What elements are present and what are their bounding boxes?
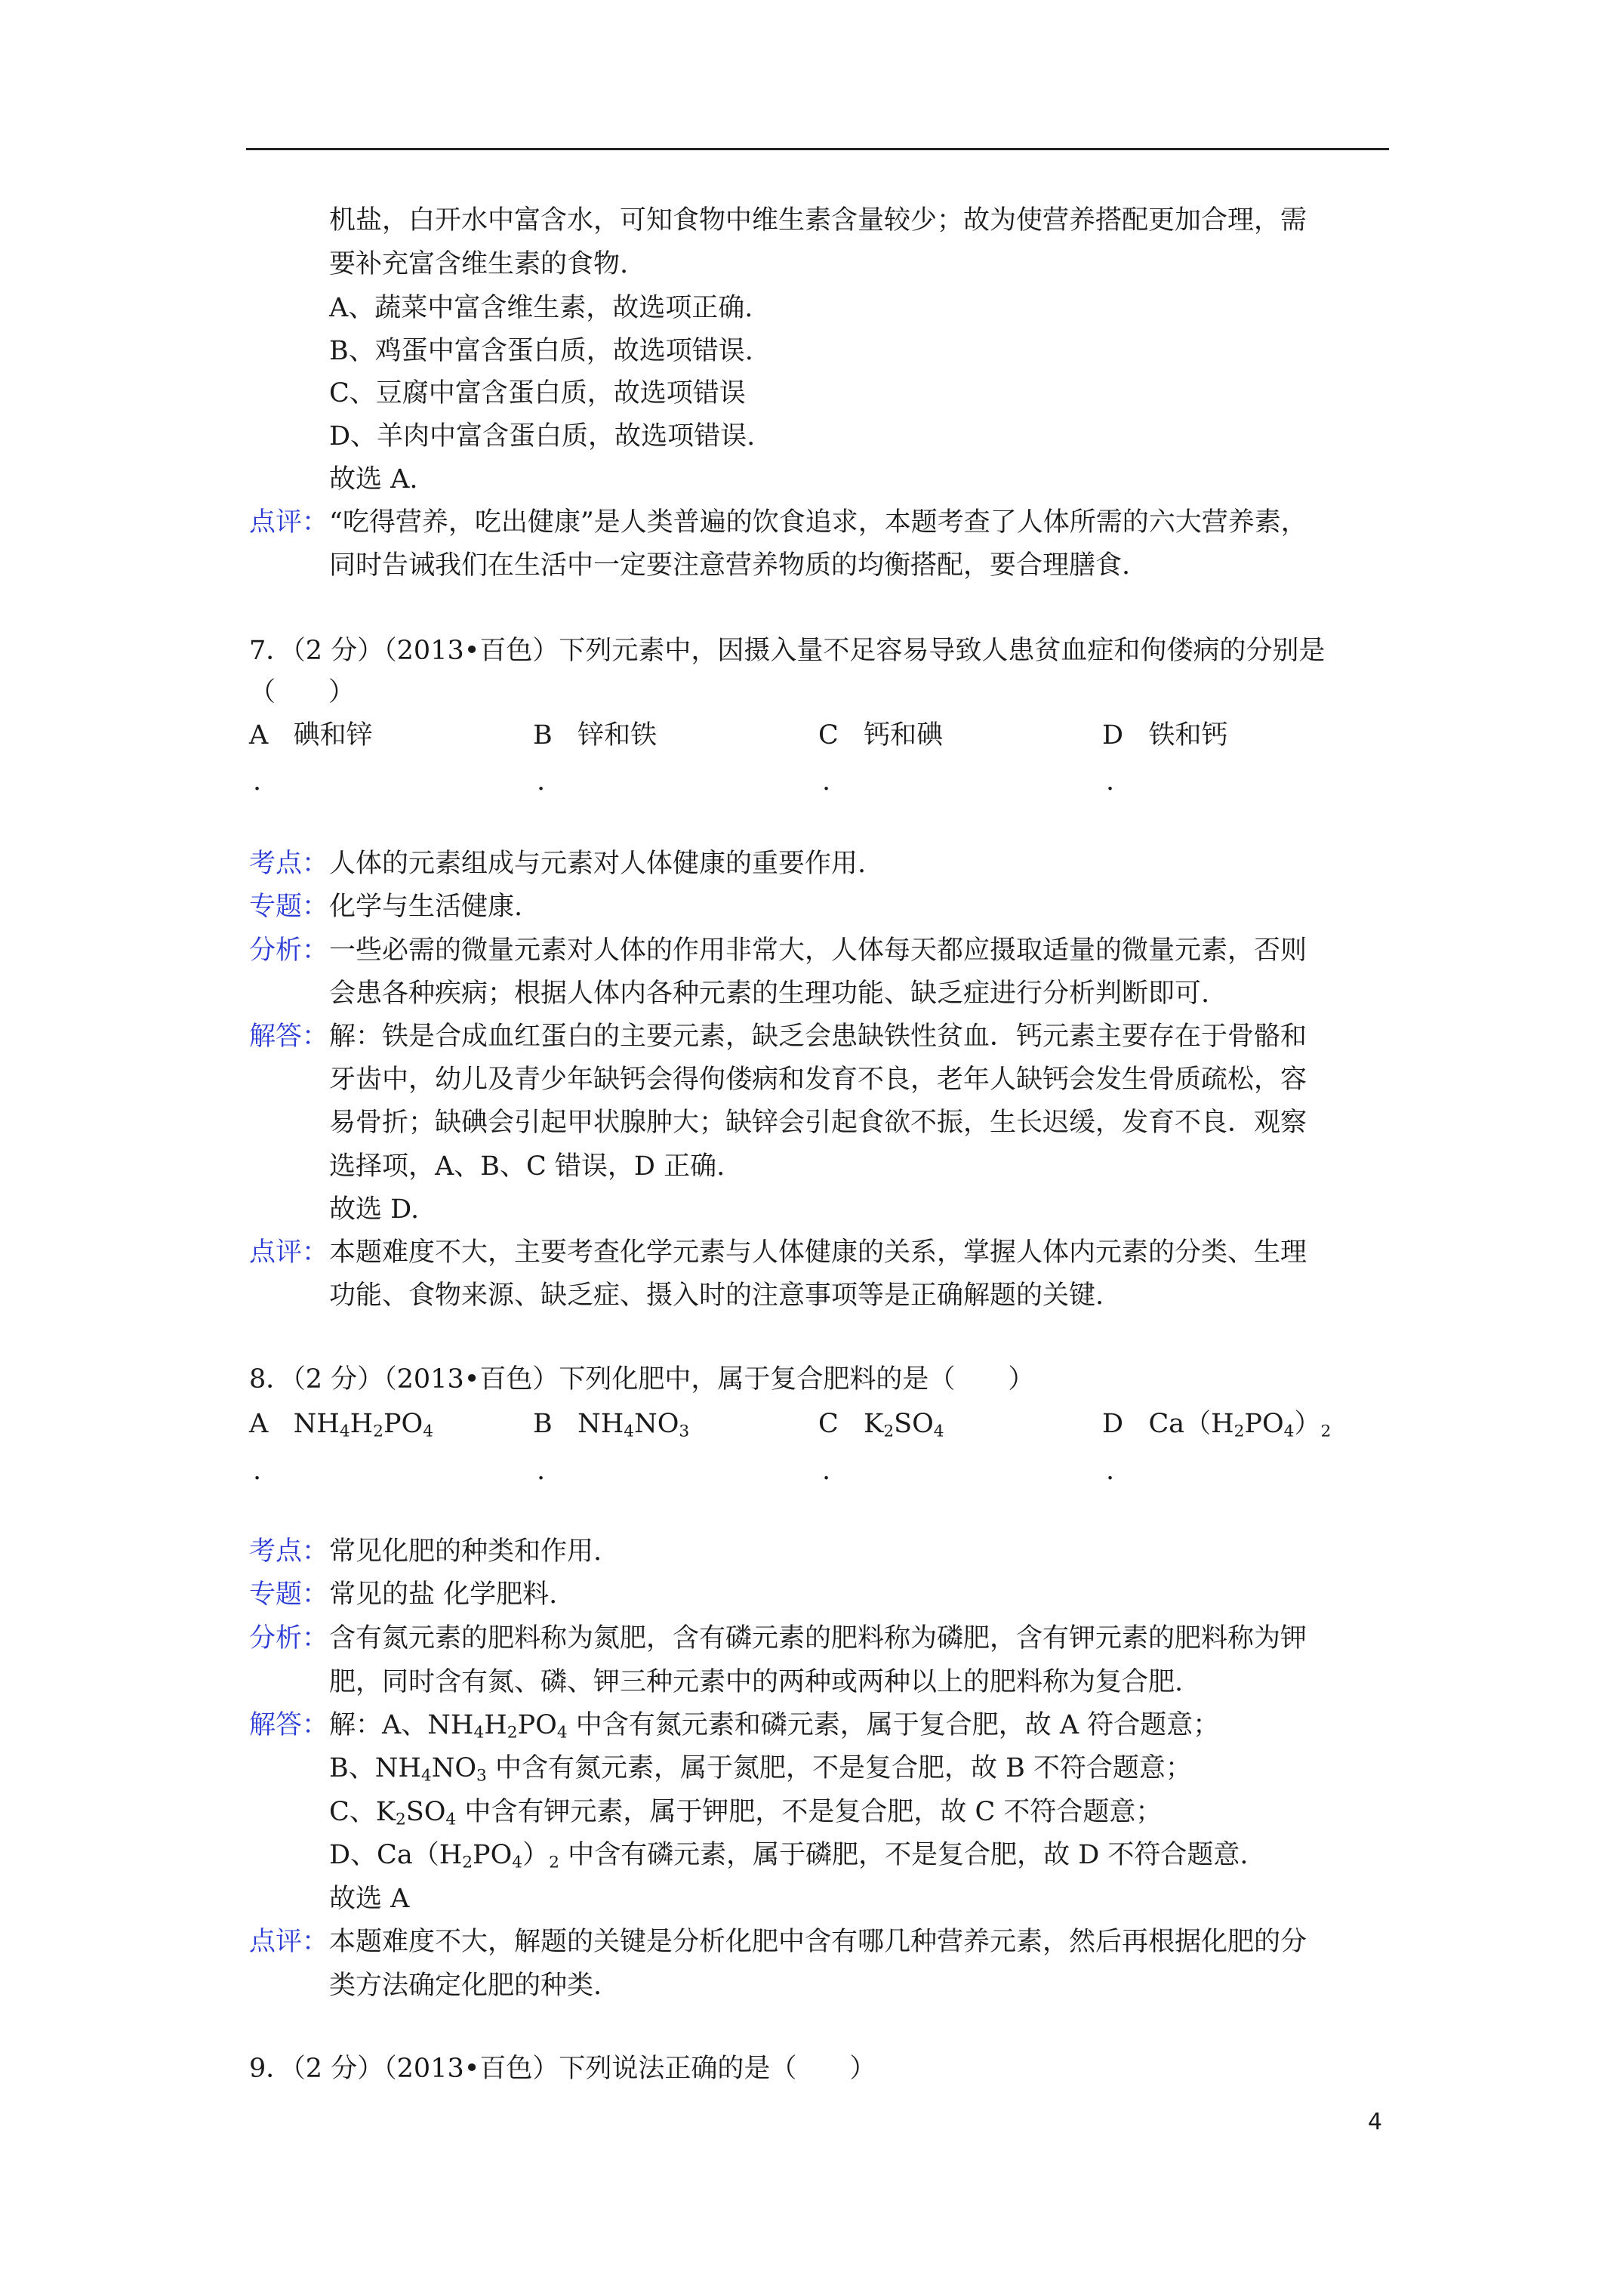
jieda-line: 选择项，A、B、C 错误，D 正确. — [329, 1151, 725, 1182]
option-dot: . — [1106, 1456, 1115, 1486]
kaodian-label: 考点： — [249, 849, 329, 879]
fenxi-label: 分析： — [249, 1623, 329, 1653]
header-rule — [246, 148, 1389, 150]
jieda-line: D、$Ca(H_2PO_4)_2$ 中含有磷元素，属于磷肥，不是复合肥，故 D 不符合题意. — [329, 1840, 1249, 1872]
fenxi-line: 含有氮元素的肥料称为氮肥，含有磷元素的肥料称为磷肥，含有钾元素的肥料称为钾 — [329, 1623, 1307, 1653]
zhuanti-label: 专题： — [249, 1579, 329, 1610]
jieda-line: 解：铁是合成血红蛋白的主要元素，缺乏会患缺铁性贫血．钙元素主要存在于骨骼和 — [329, 1022, 1307, 1052]
fenxi-line: 肥，同时含有氮、磷、钾三种元素中的两种或两种以上的肥料称为复合肥. — [329, 1667, 1184, 1697]
jieda-line: B、$NH_4NO_3$ 中含有氮元素，属于氮肥，不是复合肥，故 B 不符合题意； — [329, 1753, 1192, 1786]
q8-option-b: B $NH_4NO_3$ — [533, 1409, 690, 1441]
q7-option-a: A 碘和锌 — [249, 720, 373, 750]
dianping-line: 本题难度不大，主要考查化学元素与人体健康的关系，掌握人体内元素的分类、生理 — [329, 1237, 1307, 1268]
jieda-line: 解：A、$NH_4H_2PO_4$ 中含有氮元素和磷元素，属于复合肥，故 A 符合题意； — [329, 1710, 1220, 1743]
dianping-label: 点评： — [249, 1927, 329, 1957]
comment-line: 同时告诫我们在生活中一定要注意营养物质的均衡搭配，要合理膳食. — [329, 550, 1131, 581]
jieda-line: 故选 A — [329, 1884, 410, 1914]
option-dot: . — [537, 1456, 546, 1486]
fenxi-label: 分析： — [249, 935, 329, 966]
text-line: 要补充富含维生素的食物. — [329, 249, 629, 279]
q8-option-c: C $K_2SO_4$ — [818, 1409, 944, 1441]
q7-stem-blank: （ ） — [249, 677, 356, 707]
dianping-line: 类方法确定化肥的种类. — [329, 1971, 602, 2001]
dianping-line: 功能、食物来源、缺乏症、摄入时的注意事项等是正确解题的关键. — [329, 1281, 1104, 1311]
jieda-line: 易骨折；缺碘会引起甲状腺肿大；缺锌会引起食欲不振，生长迟缓，发育不良．观察 — [329, 1108, 1307, 1138]
zhuanti-text: 化学与生活健康. — [329, 892, 523, 922]
jieda-line: 故选 D. — [329, 1194, 420, 1225]
jieda-label: 解答： — [249, 1710, 329, 1740]
q7-stem: 7．（2 分）（2013•百色）下列元素中，因摄入量不足容易导致人患贫血症和佝偻病的分别是 — [249, 636, 1326, 666]
dianping-label: 点评： — [249, 1237, 329, 1268]
comment-label: 点评： — [249, 507, 329, 538]
page-number: 4 — [1368, 2109, 1383, 2135]
option-dot: . — [253, 1456, 262, 1486]
fenxi-line: 会患各种疾病；根据人体内各种元素的生理功能、缺乏症进行分析判断即可. — [329, 978, 1210, 1009]
kaodian-text: 常见化肥的种类和作用. — [329, 1536, 602, 1567]
q8-option-d: D $Ca(H_2PO_4)_2$ — [1102, 1409, 1332, 1441]
option-dot: . — [253, 766, 262, 797]
text-line: A、蔬菜中富含维生素，故选项正确. — [329, 293, 753, 323]
option-dot: . — [1106, 766, 1115, 797]
q9-stem: 9．（2 分）（2013•百色）下列说法正确的是（ ） — [249, 2054, 876, 2084]
option-dot: . — [822, 1456, 831, 1486]
jieda-label: 解答： — [249, 1022, 329, 1052]
q7-option-d: D 铁和钙 — [1102, 720, 1228, 750]
dianping-line: 本题难度不大，解题的关键是分析化肥中含有哪几种营养元素，然后再根据化肥的分 — [329, 1927, 1307, 1957]
jieda-line: 牙齿中，幼儿及青少年缺钙会得佝偻病和发育不良，老年人缺钙会发生骨质疏松，容 — [329, 1065, 1307, 1095]
q8-stem: 8．（2 分）（2013•百色）下列化肥中，属于复合肥料的是（ ） — [249, 1364, 1035, 1395]
zhuanti-text: 常见的盐 化学肥料. — [329, 1579, 558, 1610]
option-dot: . — [822, 766, 831, 797]
q8-option-a: A $NH_4H_2PO_4$ — [249, 1409, 434, 1441]
kaodian-text: 人体的元素组成与元素对人体健康的重要作用. — [329, 849, 867, 879]
q7-option-b: B 锌和铁 — [533, 720, 658, 750]
q7-option-c: C 钙和碘 — [818, 720, 944, 750]
text-line: D、羊肉中富含蛋白质，故选项错误. — [329, 421, 756, 451]
text-line: C、豆腐中富含蛋白质，故选项错误 — [329, 378, 746, 408]
text-line: 故选 A. — [329, 464, 418, 495]
comment-line: “吃得营养，吃出健康”是人类普遍的饮食追求，本题考查了人体所需的六大营养素， — [329, 507, 1307, 538]
fenxi-line: 一些必需的微量元素对人体的作用非常大，人体每天都应摄取适量的微量元素，否则 — [329, 935, 1307, 966]
option-dot: . — [537, 766, 546, 797]
zhuanti-label: 专题： — [249, 892, 329, 922]
text-line: 机盐，白开水中富含水，可知食物中维生素含量较少；故为使营养搭配更加合理，需 — [329, 205, 1307, 236]
kaodian-label: 考点： — [249, 1536, 329, 1567]
jieda-line: C、$K_2SO_4$ 中含有钾元素，属于钾肥，不是复合肥，故 C 不符合题意； — [329, 1797, 1163, 1829]
text-line: B、鸡蛋中富含蛋白质，故选项错误. — [329, 336, 753, 366]
